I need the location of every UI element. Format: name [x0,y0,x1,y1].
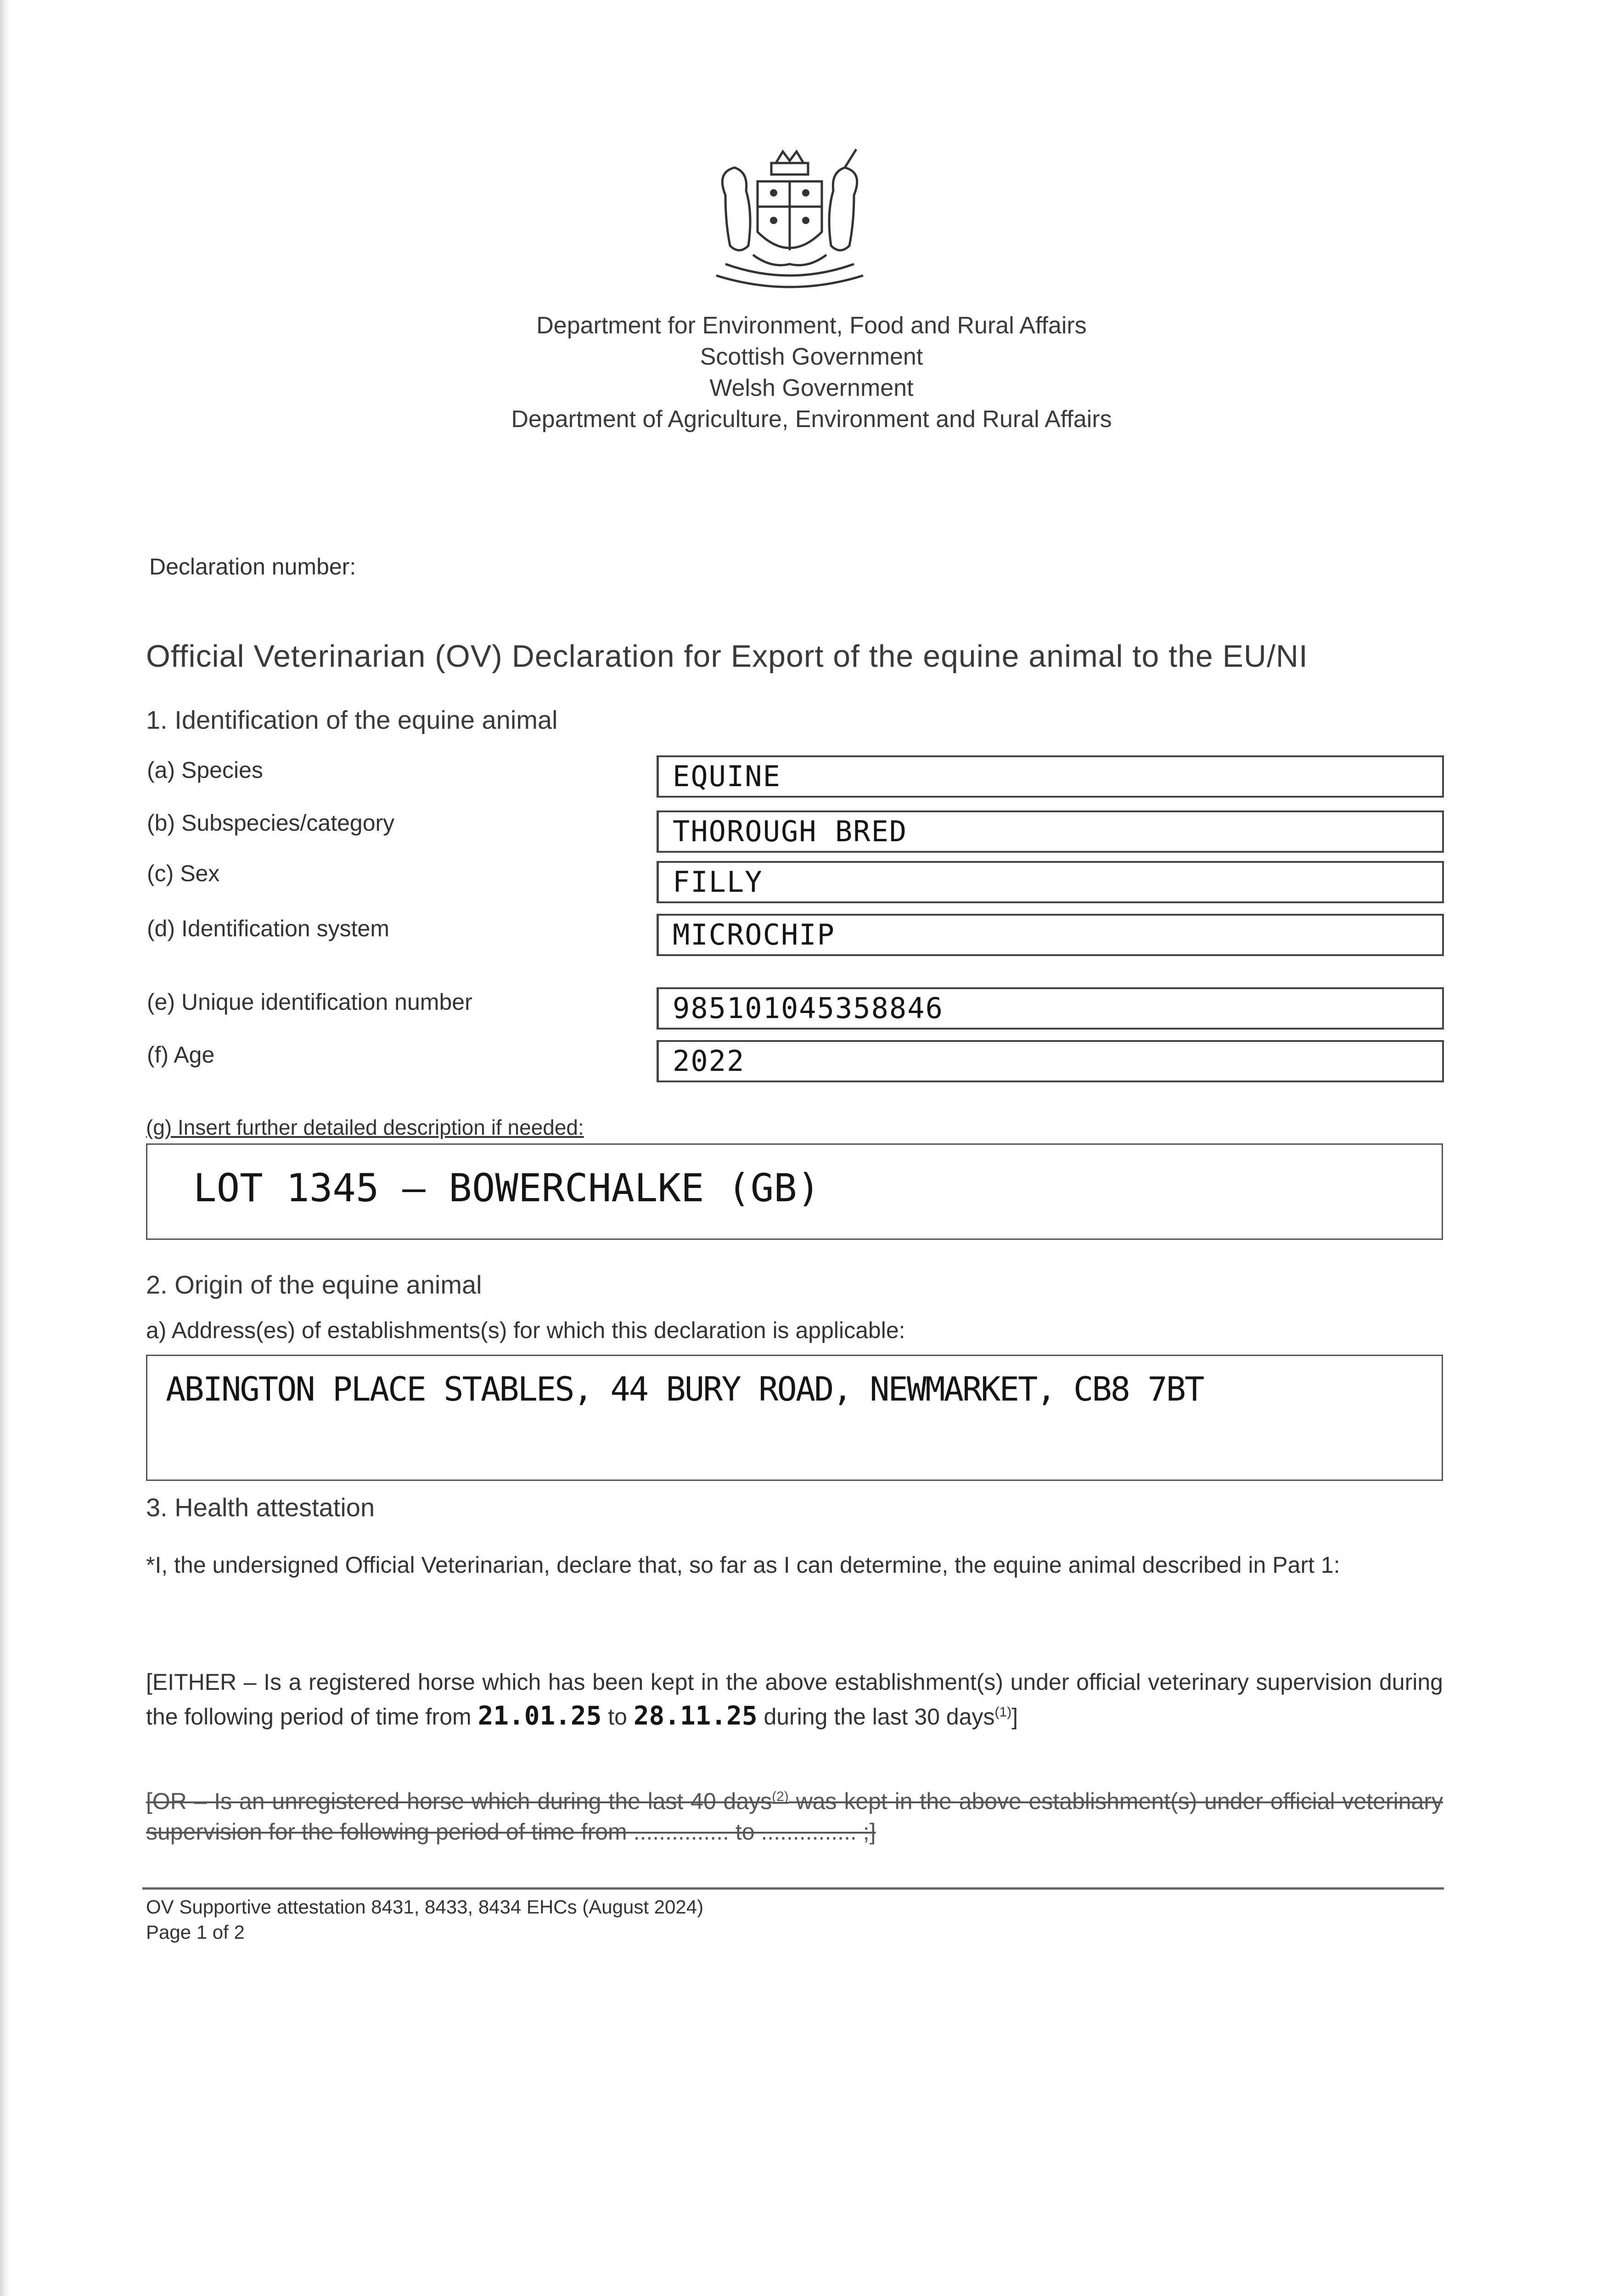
or-text-a: [OR – Is an unregistered horse which during the last 40 days [146,1788,772,1814]
either-statement [146,1667,1443,1732]
identification-system-label: (d) Identification system [147,916,389,941]
section2-heading: 2. Origin of the equine animal [146,1270,482,1299]
unique-id-label: (e) Unique identification number [147,989,472,1015]
address-value: ABINGTON PLACE STABLES, 44 BURY ROAD, NEWMARKET, CB8 7BT [166,1370,1203,1408]
date-from-value[interactable]: 21.01.25 [477,1701,602,1731]
or-statement-struck [146,1782,1443,1847]
further-description-value: LOT 1345 – BOWERCHALKE (GB) [193,1165,820,1210]
department-daera: Department of Agriculture, Environment and Rural Affairs [511,406,1112,433]
department-scottish-government: Scottish Government [700,343,923,370]
footer-page-number: Page 1 of 2 [146,1921,245,1943]
royal-coat-of-arms-crest-icon [698,145,882,301]
unique-id-field[interactable]: 985101045358846 [657,987,1444,1030]
footer-attestation-ref: OV Supportive attestation 8431, 8433, 8434 EHCs (August 2024) [146,1896,704,1918]
age-label: (f) Age [147,1042,215,1068]
or-footnote-ref: (2) [772,1789,789,1804]
or-text-b: was kept in the above establishment(s) under official veterinary supervision for the following period of time from ............... to ............... ;] [146,1788,1443,1845]
section1-heading: 1. Identification of the equine animal [146,705,558,734]
date-to-value[interactable]: 28.11.25 [633,1701,758,1731]
sex-label: (c) Sex [147,861,220,886]
subspecies-field[interactable]: THOROUGH BRED [657,810,1444,853]
subspecies-label: (b) Subspecies/category [147,810,395,836]
declaration-number-label: Declaration number: [149,554,356,580]
species-field[interactable]: EQUINE [657,755,1444,798]
either-suffix: during the last 30 days [764,1704,995,1730]
species-label: (a) Species [147,757,263,783]
footer-divider [142,1887,1444,1890]
address-box[interactable] [146,1355,1443,1481]
either-footnote-ref: (1) [994,1705,1012,1720]
either-prefix: [EITHER – Is a registered horse which has been kept in the above establishment(s) under official veterinary supervision during the following period of time from [146,1669,1443,1730]
age-field[interactable]: 2022 [657,1040,1444,1082]
either-close: ] [1011,1704,1018,1730]
page-title: Official Veterinarian (OV) Declaration for Export of the equine animal to the EU/NI [146,639,1308,674]
to-word: to [608,1704,627,1730]
identification-system-field[interactable]: MICROCHIP [657,914,1444,956]
sex-field[interactable]: FILLY [657,861,1444,903]
department-defra: Department for Environment, Food and Rural Affairs [536,312,1087,339]
further-description-box[interactable] [146,1143,1443,1240]
department-welsh-government: Welsh Government [709,375,914,401]
address-label: a) Address(es) of establishments(s) for which this declaration is applicable: [146,1317,905,1343]
section3-heading: 3. Health attestation [146,1493,375,1522]
further-description-label: (g) Insert further detailed description if needed: [146,1115,584,1139]
health-attestation-intro: *I, the undersigned Official Veterinarian, declare that, so far as I can determine, the equine animal described in Part 1: [146,1552,1340,1578]
